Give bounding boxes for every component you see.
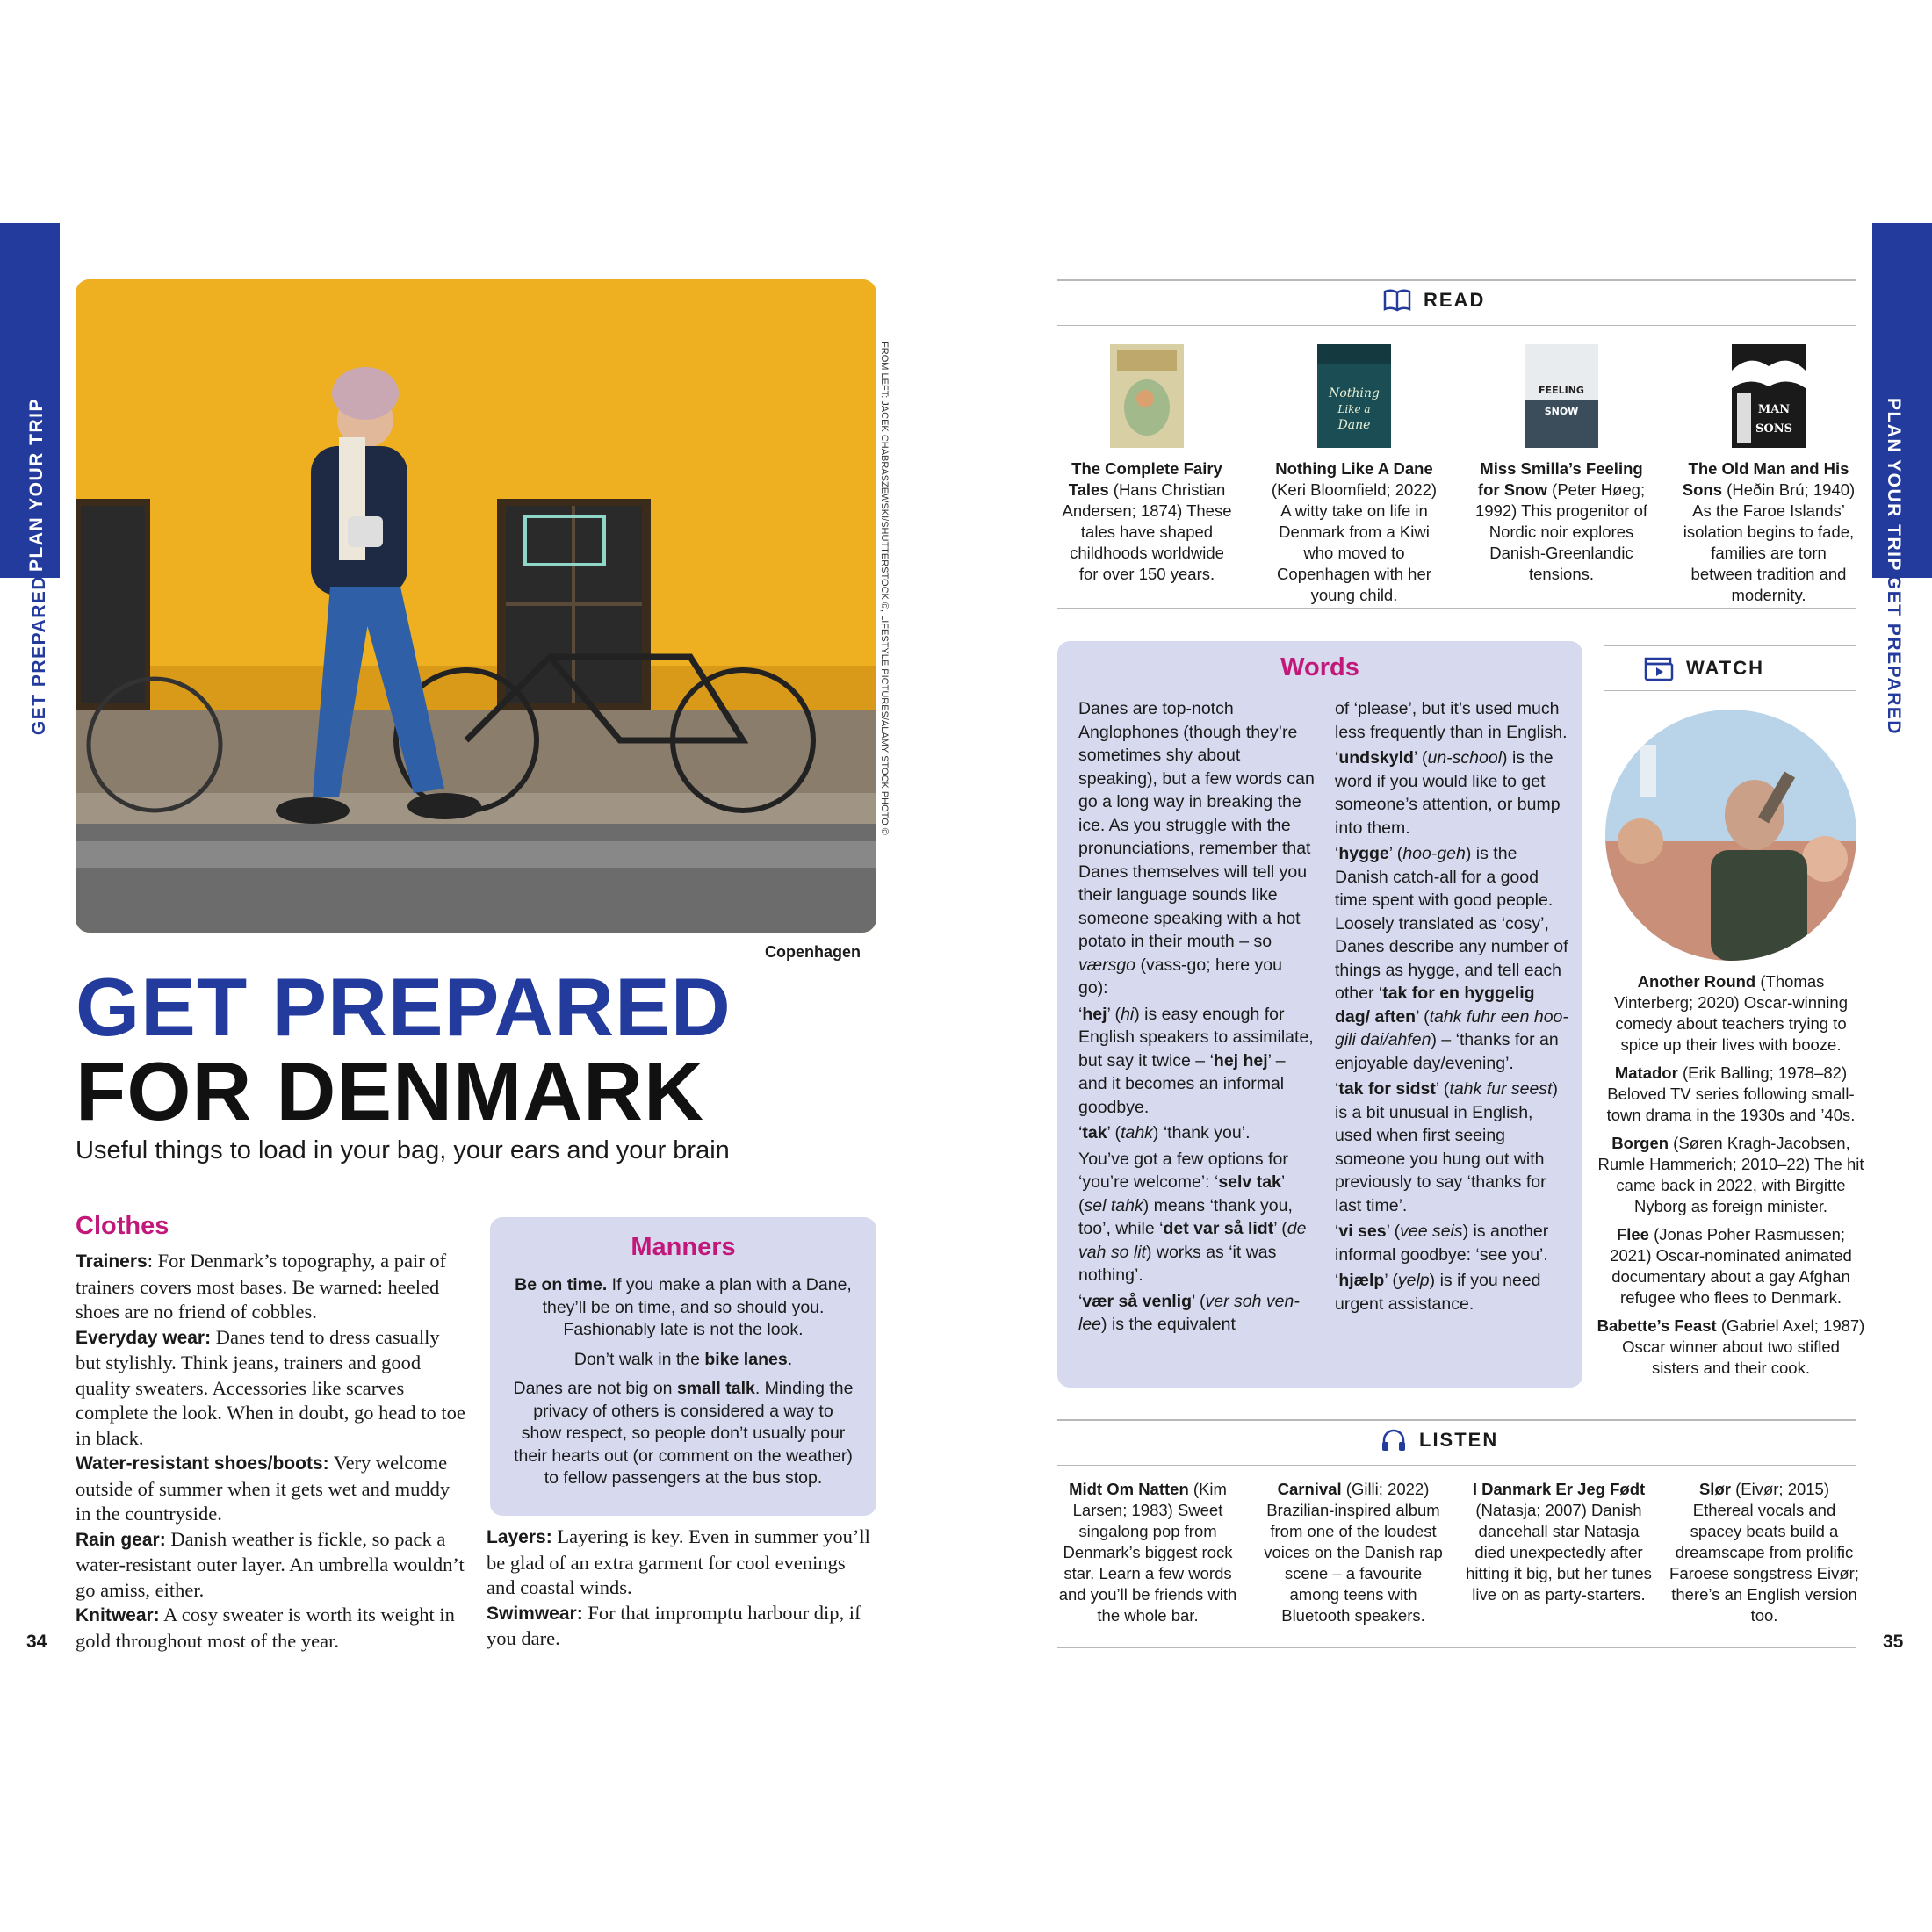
watch-top-rule — [1604, 645, 1856, 646]
book-cover — [1732, 344, 1806, 448]
tab-plan-your-trip-left: PLAN YOUR TRIP — [26, 398, 47, 572]
svg-text:SNOW: SNOW — [1544, 406, 1579, 417]
watch-sub-rule — [1604, 690, 1856, 691]
read-top-rule — [1057, 279, 1856, 281]
words-paragraph: of ‘please’, but it’s used much less frequently than in English. — [1335, 699, 1568, 742]
words-paragraph: ‘vær så venlig’ (ver soh ven-lee) is the equivalent — [1078, 1291, 1300, 1334]
manners-paragraph: Be on time. If you make a plan with a Dane, they’ll be on time, and so should you. Fashionably late is not the look. — [515, 1275, 852, 1339]
read-sub-rule — [1057, 325, 1856, 326]
watch-label: WATCH — [1644, 655, 1764, 681]
svg-text:MAN: MAN — [1757, 403, 1791, 416]
clothes-item: Water-resistant shoes/boots: Very welcome outside of summer when it gets wet and muddy in the countryside. — [76, 1452, 451, 1525]
another-round-still — [1605, 710, 1856, 961]
watch-list — [1597, 971, 1865, 1386]
headline-line-2: FOR DENMARK — [76, 1045, 704, 1137]
listen-sub-rule — [1057, 1465, 1856, 1466]
svg-text:FEELING: FEELING — [1539, 385, 1584, 396]
words-paragraph: You’ve got a few options for ‘you’re welcome’: ‘selv tak’ (sel tahk) means ‘thank you, too’, while ‘det var så lidt’ (de vah so lit) works as ‘it was nothing’. — [1078, 1149, 1307, 1285]
words-paragraph: ‘hjælp’ (yelp) is if you need urgent assistance. — [1335, 1271, 1541, 1314]
words-column-1 — [1078, 697, 1316, 1339]
listen-bottom-rule — [1057, 1647, 1856, 1648]
svg-text:Like a: Like a — [1337, 403, 1371, 415]
words-heading: Words — [1280, 653, 1359, 681]
book-description: The Old Man and His Sons (Heðin Brú; 1940) As the Faroe Islands’ isolation begins to fade, families are torn between tradition and modernity. — [1682, 459, 1856, 604]
words-paragraph: Danes are top-notch Anglophones (though they’re sometimes shy about speaking), but a few words can go a long way in breaking the ice. As you struggle with the pronunciations, remember that Danes themselves will tell you their language sounds like someone speaking with a hot potato in their mouth – so værsgo (vass-go; here you go): — [1078, 699, 1315, 998]
watch-item: Matador (Erik Balling; 1978–82) Beloved TV series following small-town drama in the 1930s and ’40s. — [1606, 1063, 1856, 1124]
headline-line-1: GET PREPARED — [76, 961, 732, 1053]
watch-item: Another Round (Thomas Vinterberg; 2020) Oscar-winning comedy about teachers trying to spice up their lives with booze. — [1614, 972, 1848, 1054]
clothes-item: Rain gear: Danish weather is fickle, so pack a water-resistant outer layer. An umbrella wouldn’t go amiss, either. — [76, 1527, 465, 1601]
book-description: Nothing Like A Dane (Keri Bloomfield; 2022) A witty take on life in Denmark from a Kiwi who moved to Copenhagen with her young child. — [1271, 459, 1438, 604]
page-number-left: 34 — [26, 1632, 47, 1652]
film-clapper-icon — [1644, 655, 1674, 681]
listen-item: I Danmark Er Jeg Født (Natasja; 2007) Danish dancehall star Natasja died unexpectedly after hitting it big, but her tunes live on as party-starters. — [1466, 1480, 1652, 1604]
book-description: Miss Smilla’s Feeling for Snow (Peter Høeg; 1992) This progenitor of Nordic noir explores Danish-Greenlandic tensions. — [1474, 459, 1648, 583]
tab-plan-your-trip-right: PLAN YOUR TRIP — [1884, 398, 1904, 572]
svg-text:SONS: SONS — [1755, 422, 1792, 436]
tab-get-prepared-left: GET PREPARED — [29, 574, 49, 736]
subtitle: Useful things to load in your bag, your ears and your brain — [76, 1136, 730, 1164]
book-icon — [1383, 288, 1411, 313]
words-paragraph: ‘hej’ (hi) is easy enough for English speakers to assimilate, but say it twice – ‘hej hej’ – and it becomes an informal goodbye. — [1078, 1004, 1314, 1117]
book-cover — [1525, 344, 1598, 448]
watch-item: Borgen (Søren Kragh-Jacobsen, Rumle Hammerich; 2010–22) The hit came back in 2022, with Birgitte Nyborg as foreign minister. — [1597, 1134, 1864, 1215]
words-paragraph: ‘hygge’ (hoo-geh) is the Danish catch-all for a good time spent with good people. Loosely translated as ‘cosy’, Danes describe any number of things as hygge, and tell each other ‘tak for en hyggelig dag/ aften’ (tahk fuhr een hoo-gili dai/ahfen) – ‘thanks for an enjoyable day/evening’. — [1335, 844, 1568, 1073]
book-description: The Complete Fairy Tales (Hans Christian Andersen; 1874) These tales have shaped childhoods worldwide for over 150 years. — [1062, 459, 1232, 583]
svg-text:Dane: Dane — [1337, 418, 1371, 432]
manners-box — [490, 1217, 876, 1516]
words-paragraph: ‘tak’ (tahk) ‘thank you’. — [1078, 1123, 1251, 1143]
listen-item: Carnival (Gilli; 2022) Brazilian-inspired album from one of the loudest voices on the Danish rap scene – a favourite among teens with Bluetooth speakers. — [1264, 1480, 1443, 1625]
svg-text:Nothing: Nothing — [1329, 386, 1380, 400]
clothes-list — [76, 1249, 467, 1654]
clothes-item: Knitwear: A cosy sweater is worth its weight in gold throughout most of the year. — [76, 1604, 455, 1652]
read-label: READ — [1383, 288, 1485, 313]
listen-item: Midt Om Natten (Kim Larsen; 1983) Sweet singalong pop from Denmark’s biggest rock star. Learn a few words and you’ll be friends with the whole bar. — [1058, 1480, 1237, 1625]
copenhagen-photo — [76, 279, 876, 933]
page-number-right: 35 — [1883, 1632, 1904, 1652]
clothes-list-continued — [487, 1525, 878, 1652]
manners-heading: Manners — [631, 1233, 736, 1261]
tab-get-prepared-right: GET PREPARED — [1884, 574, 1904, 736]
clothes-item: Trainers: For Denmark’s topography, a pair of trainers covers most bases. Be warned: heeled shoes are no friend of cobbles. — [76, 1250, 447, 1323]
words-paragraph: ‘undskyld’ (un-school) is the word if you would like to get someone’s attention, or bump into them. — [1335, 748, 1561, 838]
book-cover — [1110, 344, 1184, 448]
words-box — [1057, 641, 1582, 1388]
listen-top-rule — [1057, 1419, 1856, 1421]
words-paragraph: ‘vi ses’ (vee seis) is another informal goodbye: ‘see you’. — [1335, 1222, 1549, 1265]
clothes-item: Everyday wear: Danes tend to dress casually but stylishly. Think jeans, trainers and good quality sweaters. Accessories like scarves complete the look. When in doubt, go head to toe in black. — [76, 1325, 465, 1449]
listen-label: LISTEN — [1381, 1428, 1498, 1453]
watch-item: Babette’s Feast (Gabriel Axel; 1987) Oscar winner about two stifled sisters and their cook. — [1597, 1316, 1865, 1377]
manners-paragraph: Don’t walk in the bike lanes. — [573, 1349, 793, 1369]
photo-caption: Copenhagen — [764, 943, 861, 961]
clothes-heading: Clothes — [76, 1212, 169, 1240]
watch-item: Flee (Jonas Poher Rasmussen; 2021) Oscar-nominated animated documentary about a gay Afghan refugee who flees to Denmark. — [1610, 1225, 1852, 1307]
words-paragraph: ‘tak for sidst’ (tahk fur seest) is a bit unusual in English, used when first seeing someone you hung out with previously to say ‘thanks for last time’. — [1335, 1079, 1558, 1215]
listen-item: Slør (Eivør; 2015) Ethereal vocals and spacey beats build a dreamscape from prolific Faroese songstress Eivør; there’s an English version too. — [1669, 1480, 1859, 1625]
read-bottom-rule — [1057, 608, 1856, 609]
headphones-icon — [1381, 1428, 1407, 1453]
words-column-2 — [1335, 697, 1572, 1318]
book-cover — [1317, 344, 1391, 448]
clothes-item: Swimwear: For that impromptu harbour dip, if you dare. — [487, 1601, 861, 1649]
photo-credit: FROM LEFT: JACEK CHABRASZEWSKI/SHUTTERSTOCK ©, LIFESTYLE PICTURES/ALAMY STOCK PHOTO © — [879, 342, 890, 835]
clothes-item: Layers: Layering is key. Even in summer you’ll be glad of an extra garment for cool evenings and coastal winds. — [487, 1525, 870, 1598]
manners-paragraph: Danes are not big on small talk. Minding the privacy of others is considered a way to show respect, so people don’t usually pour their hearts out (or comment on the weather) to fellow passengers at the bus stop. — [513, 1379, 854, 1488]
